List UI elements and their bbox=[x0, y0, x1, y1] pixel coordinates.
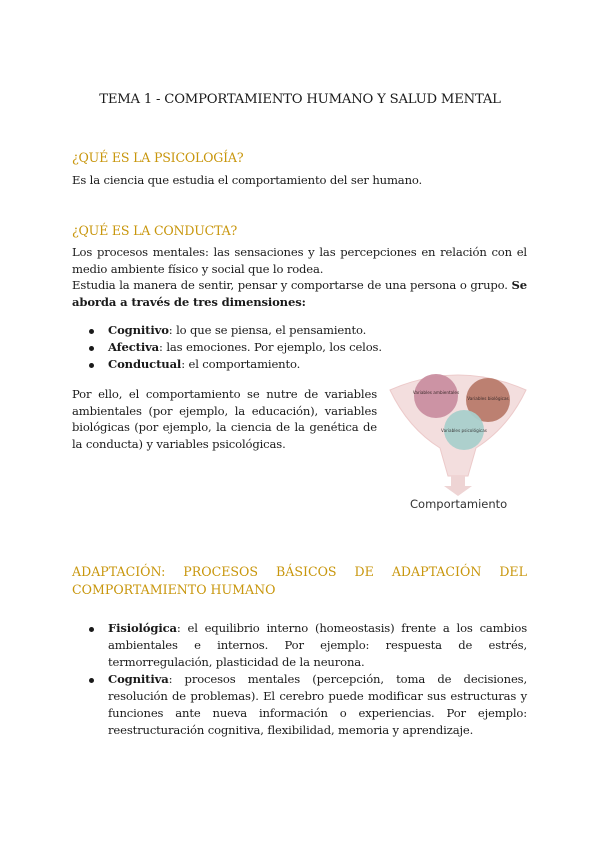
bullet-text: : el comportamiento. bbox=[181, 357, 301, 371]
diagram-caption: Comportamiento bbox=[410, 497, 508, 511]
bullet-text: : el equilibrio interno (homeostasis) frente a los cambios ambientales e internos. Por ejemplo: respuesta de estrés, termorregulación, plasticidad de la neurona. bbox=[108, 621, 527, 669]
list-item bbox=[72, 671, 527, 739]
bullet-term: Afectiva bbox=[108, 340, 160, 354]
conducta-p2: Estudia la manera de sentir, pensar y comportarse de una persona o grupo. bbox=[72, 278, 508, 292]
dimensions-list bbox=[72, 322, 527, 373]
conducta-p2-bold: Se aborda a través de tres dimensiones: bbox=[72, 278, 527, 309]
adaptacion-heading-line2: COMPORTAMIENTO HUMANO bbox=[72, 582, 276, 597]
conducta-p1: Los procesos mentales: las sensaciones y las percepciones en relación con el medio ambiente físico y social que lo rodea. bbox=[72, 245, 527, 276]
variables-paragraph: Por ello, el comportamiento se nutre de variables ambientales (por ejemplo, la educación), variables biológicas (por ejemplo, la ciencia de la genética de la conducta) y variables psicológicas. bbox=[72, 387, 377, 451]
circle1-label: Variables ambientales bbox=[412, 390, 460, 395]
list-item bbox=[72, 322, 527, 339]
circle-ambientales bbox=[414, 374, 458, 418]
funnel-spout bbox=[451, 476, 465, 486]
list-item bbox=[72, 339, 527, 356]
list-item bbox=[72, 620, 527, 671]
bullet-text: : procesos mentales (percepción, toma de decisiones, resolución de problemas). El cerebro puede modificar sus estructuras y funciones ante nueva información o experiencias. Por ejemplo: reestructuración cognitiva, flexibilidad, memoria y aprendizaje. bbox=[108, 672, 527, 737]
bullet-text: : lo que se piensa, el pensamiento. bbox=[168, 323, 367, 337]
circle2-label: Variables biológicas bbox=[467, 396, 509, 401]
section-heading-psicologia: ¿QUÉ ES LA PSICOLOGÍA? bbox=[72, 150, 244, 165]
bullet-term: Cognitiva bbox=[108, 672, 169, 686]
section-heading-adaptacion bbox=[72, 563, 527, 599]
conducta-paragraph bbox=[72, 244, 527, 310]
funnel-diagram bbox=[388, 368, 528, 518]
bullet-term: Conductual bbox=[108, 357, 182, 371]
psicologia-definition: Es la ciencia que estudia el comportamiento del ser humano. bbox=[72, 173, 423, 187]
circle3-label: Variables psicológicas bbox=[441, 428, 487, 433]
adaptacion-heading-line1: ADAPTACIÓN: PROCESOS BÁSICOS DE ADAPTACIÓN DEL bbox=[72, 564, 527, 579]
page-title: TEMA 1 - COMPORTAMIENTO HUMANO Y SALUD MENTAL bbox=[99, 92, 501, 107]
section-heading-conducta: ¿QUÉ ES LA CONDUCTA? bbox=[72, 223, 238, 238]
adaptacion-list bbox=[72, 620, 527, 739]
funnel-arrow bbox=[444, 486, 472, 496]
bullet-term: Cognitivo bbox=[108, 323, 169, 337]
bullet-term: Fisiológica bbox=[108, 621, 177, 635]
bullet-text: : las emociones. Por ejemplo, los celos. bbox=[159, 340, 382, 354]
